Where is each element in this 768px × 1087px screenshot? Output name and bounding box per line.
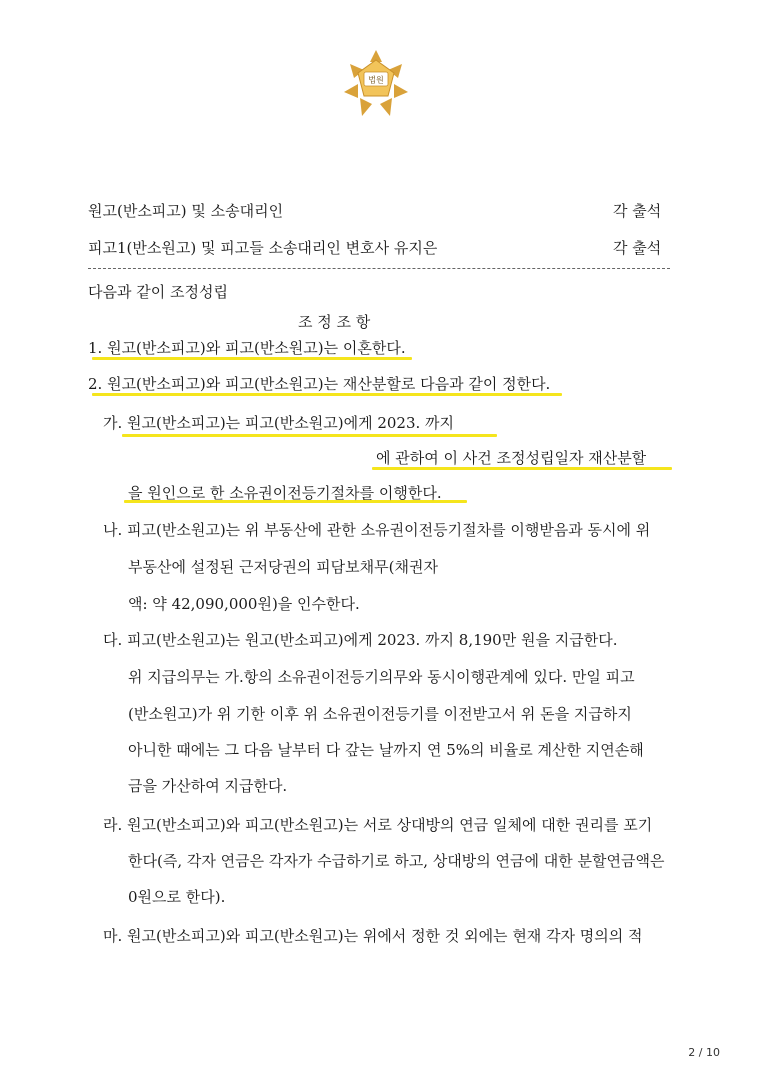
intro-text: 다음과 같이 조정성립 (88, 283, 228, 301)
clause-ra-line-3: 0원으로 한다). (128, 888, 226, 906)
clause-da-line-5: 금을 가산하여 지급한다. (128, 777, 288, 795)
clause-ra-line-2: 한다(즉, 각자 연금은 각자가 수급하기로 하고, 상대방의 연금에 대한 분할연금액은 (128, 852, 665, 870)
clause-da-line-4: 아니한 때에는 그 다음 날부터 다 갚는 날까지 연 5%의 비율로 계산한 지연손해 (128, 741, 644, 759)
emblem-label: 법원 (368, 75, 384, 85)
clause-ga-line-1: 가. 원고(반소피고)는 피고(반소원고)에게 2023. 까지 (103, 414, 455, 432)
highlight-ga-1 (122, 434, 497, 437)
court-emblem-icon (342, 48, 410, 118)
clause-da-line-2: 위 지급의무는 가.항의 소유권이전등기의무와 동시이행관계에 있다. 만일 피고 (128, 668, 635, 686)
page-number: 2 / 10 (688, 1046, 720, 1059)
clause-ga-line-3: 을 원인으로 한 소유권이전등기절차를 이행한다. (128, 484, 442, 502)
clause-da-line-1: 다. 피고(반소원고)는 원고(반소피고)에게 2023. 까지 8,190만 원을 지급한다. (103, 631, 618, 649)
attendance-party-1: 원고(반소피고) 및 소송대리인 (88, 202, 284, 220)
clause-ra-line-1: 라. 원고(반소피고)와 피고(반소원고)는 서로 상대방의 연금 일체에 대한 권리를 포기 (103, 816, 653, 834)
clause-na-line-3: 액: 약 42,090,000원)을 인수한다. (128, 595, 360, 613)
section-title: 조 정 조 항 (298, 313, 371, 331)
clause-1: 1. 원고(반소피고)와 피고(반소원고)는 이혼한다. (88, 339, 406, 357)
attendance-status-1: 각 출석 (613, 202, 662, 220)
clause-ma-line-1: 마. 원고(반소피고)와 피고(반소원고)는 위에서 정한 것 외에는 현재 각자 명의의 적 (103, 927, 643, 945)
clause-na-line-2: 부동산에 설정된 근저당권의 피담보채무(채권자 (128, 558, 438, 576)
clause-da-line-3: (반소원고)가 위 기한 이후 위 소유권이전등기를 이전받고서 위 돈을 지급하지 (128, 705, 632, 723)
clause-2: 2. 원고(반소피고)와 피고(반소원고)는 재산분할로 다음과 같이 정한다. (88, 375, 551, 393)
clause-na-line-1: 나. 피고(반소원고)는 위 부동산에 관한 소유권이전등기절차를 이행받음과 동시에 위 (103, 521, 651, 539)
clause-ga-line-2: 에 관하여 이 사건 조정성립일자 재산분할 (376, 449, 647, 467)
divider (88, 268, 670, 269)
attendance-party-2: 피고1(반소원고) 및 피고들 소송대리인 변호사 유지은 (88, 239, 438, 257)
attendance-status-2: 각 출석 (613, 239, 662, 257)
